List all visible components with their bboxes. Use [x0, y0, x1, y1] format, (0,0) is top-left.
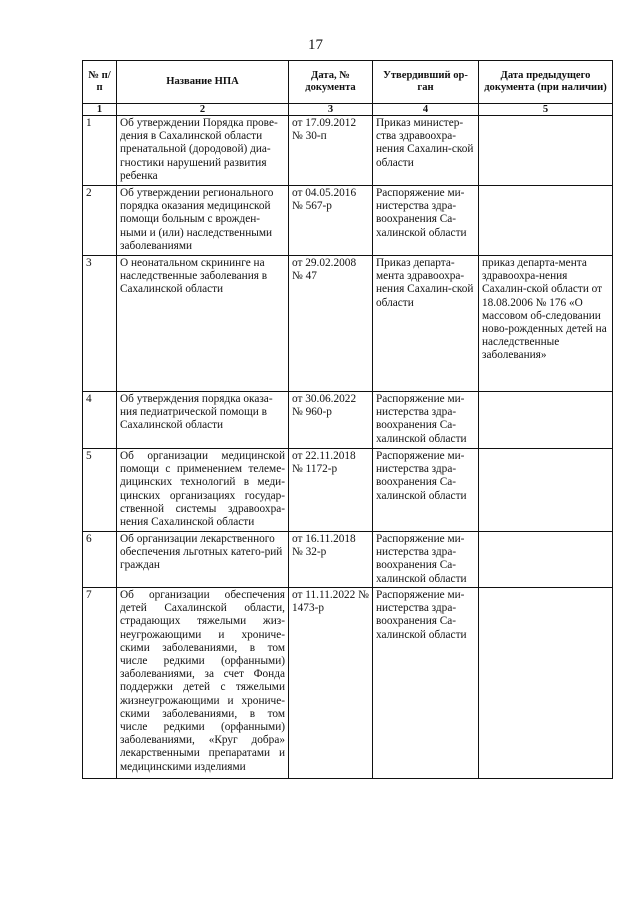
row-number: 3	[83, 256, 117, 392]
row-number: 7	[83, 588, 117, 779]
npa-name: О неонатальном скрининге на наследственные заболевания в Сахалинской области	[117, 256, 289, 392]
approving-body: Распоряжение ми-нистерства здра-воохранения Са-халинской области	[373, 186, 479, 256]
page-number: 17	[308, 37, 323, 53]
table-header-row	[83, 61, 613, 104]
row-number: 4	[83, 392, 117, 449]
approving-body: Распоряжение ми-нистерства здра-воохранения Са-халинской области	[373, 449, 479, 532]
header-approving-body: Утвердивший ор-ган	[373, 61, 479, 104]
table-row	[83, 392, 613, 449]
row-number: 5	[83, 449, 117, 532]
table-row	[83, 532, 613, 588]
previous-document	[479, 186, 613, 256]
previous-document: приказ департа-мента здравоохра-нения Сахалин-ской области от 18.08.2006 № 176 «О массовом об-следовании ново-рожденных детей на наследственные заболевания»	[479, 256, 613, 392]
previous-document	[479, 116, 613, 186]
document-date: от 30.06.2022 № 960-р	[289, 392, 373, 449]
previous-document	[479, 449, 613, 532]
row-number: 2	[83, 186, 117, 256]
document-date: от 16.11.2018 № 32-р	[289, 532, 373, 588]
header-npa-name: Название НПА	[117, 61, 289, 104]
column-number: 5	[479, 104, 613, 116]
approving-body: Приказ министер-ства здравоохра-нения Сахалин-ской области	[373, 116, 479, 186]
column-number: 3	[289, 104, 373, 116]
npa-name: Об утверждения порядка оказа-ния педиатрической помощи в Сахалинской области	[117, 392, 289, 449]
table-row	[83, 186, 613, 256]
header-date: Дата, № документа	[289, 61, 373, 104]
document-date: от 11.11.2022 № 1473-р	[289, 588, 373, 779]
document-date: от 04.05.2016 № 567-р	[289, 186, 373, 256]
header-number: № п/п	[83, 61, 117, 104]
approving-body: Распоряжение ми-нистерства здра-воохранения Са-халинской области	[373, 532, 479, 588]
npa-name: Об организации лекарственного обеспечения льготных катего-рий граждан	[117, 532, 289, 588]
previous-document	[479, 588, 613, 779]
column-number-row	[83, 104, 613, 116]
previous-document	[479, 532, 613, 588]
row-number: 6	[83, 532, 117, 588]
header-previous-document: Дата предыдущего документа (при наличии)	[479, 61, 613, 104]
table-row	[83, 588, 613, 779]
approving-body: Распоряжение ми-нистерства здра-воохранения Са-халинской области	[373, 588, 479, 779]
npa-name: Об утверждении Порядка прове-дения в Сахалинской области пренатальной (дородовой) диа-гностики нарушений развития ребенка	[117, 116, 289, 186]
npa-name: Об утверждении регионального порядка оказания медицинской помощи больным с врожден-ными и (или) наследственными заболеваниями	[117, 186, 289, 256]
approving-body: Приказ департа-мента здравоохра-нения Сахалин-ской области	[373, 256, 479, 392]
document-date: от 29.02.2008 № 47	[289, 256, 373, 392]
column-number: 2	[117, 104, 289, 116]
npa-name: Об организации обеспечения детей Сахалинской области, страдающих тяжелыми жиз-неугрожающими и хрониче-скими заболеваниями, в том числе редкими (орфанными) заболеваниями, за счет Фонда поддержки детей с тяжелыми жизнеугрожающими и хрониче-скими заболеваниями, в том числе редкими (орфанными) заболеваниями, «Круг добра» лекарственными препаратами и медицинскими изделиями	[117, 588, 289, 779]
table-row	[83, 116, 613, 186]
column-number: 4	[373, 104, 479, 116]
column-number: 1	[83, 104, 117, 116]
previous-document	[479, 392, 613, 449]
table-row	[83, 449, 613, 532]
npa-name: Об организации медицинской помощи с применением телеме-дицинских технологий в меди-цинских организациях государ-ственной системы здравоохра-нения Сахалинской области	[117, 449, 289, 532]
row-number: 1	[83, 116, 117, 186]
table-row	[83, 256, 613, 392]
document-date: от 17.09.2012 № 30-п	[289, 116, 373, 186]
npa-table	[82, 60, 613, 779]
document-date: от 22.11.2018 № 1172-р	[289, 449, 373, 532]
approving-body: Распоряжение ми-нистерства здра-воохранения Са-халинской области	[373, 392, 479, 449]
